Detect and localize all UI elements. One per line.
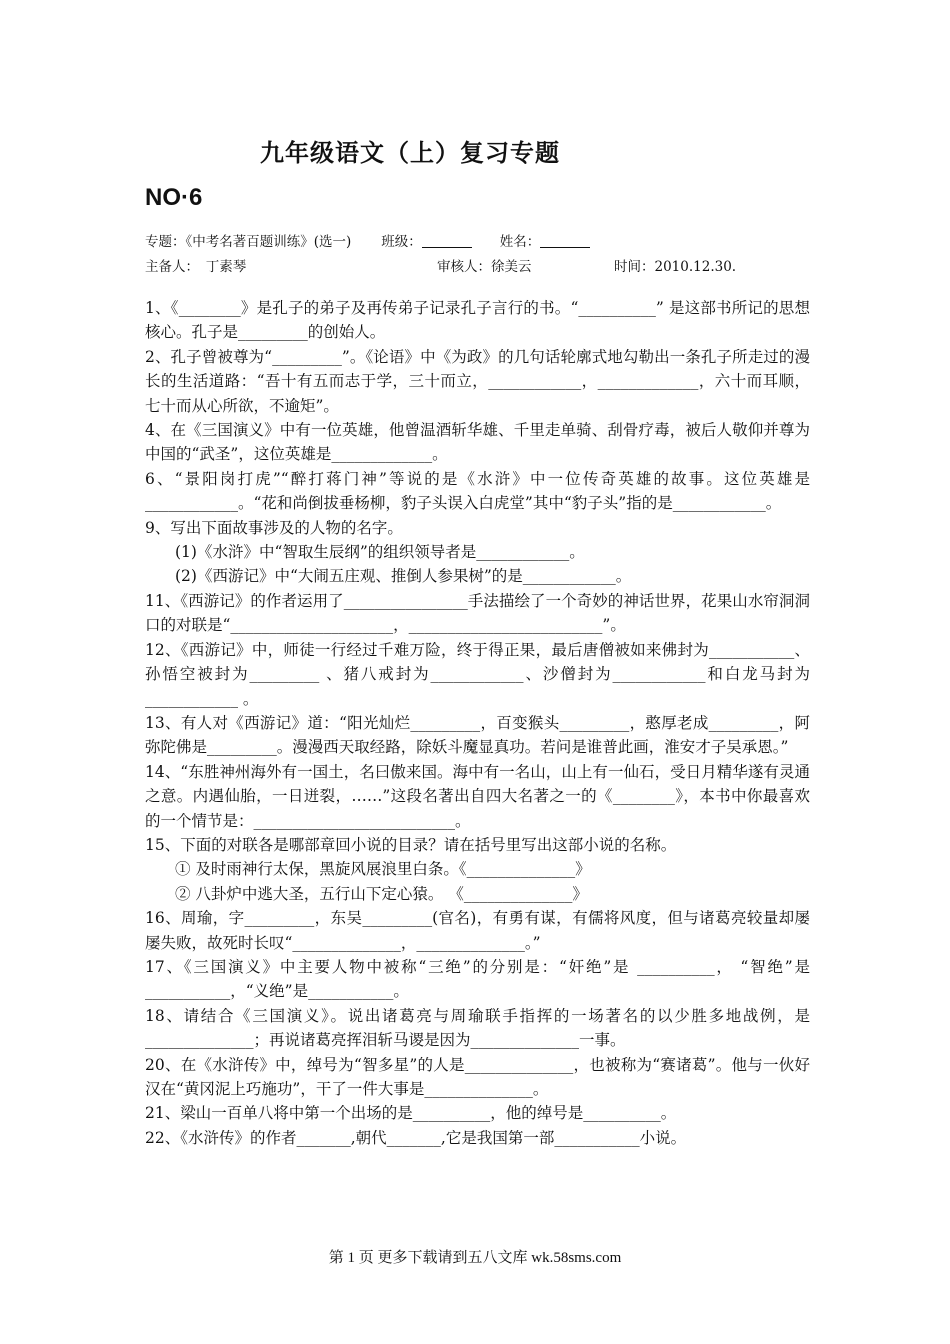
- question-9: 9、写出下面故事涉及的人物的名字。: [145, 518, 403, 537]
- question-9-sub-2: (2)《西游记》中“大闹五庄观、推倒人参果树”的是____________。: [175, 567, 632, 586]
- question-15-sub-1: ① 及时雨神行太保，黑旋风展浪里白条。《______________》: [175, 860, 591, 879]
- class-label: 班级：: [381, 234, 422, 250]
- question-21: 21、梁山一百单八将中第一个出场的是__________，他的绰号是__________。: [145, 1104, 677, 1123]
- question-2: 2、孔子曾被尊为“_________”。《论语》中《为政》的几句话轮廓式地勾勒出一条孔子所走过的漫长的生活道路：“吾十有五而志于学，三十而立，____________，_____________，六十而耳顺，七十而从心所欲，不逾矩”。: [145, 347, 810, 415]
- meta-row-topic: [145, 230, 590, 250]
- question-16: 16、周瑜，字_________，东吴_________(官名)，有勇有谋，有儒将风度，但与诸葛亮较量却屡屡失败，故死时长叹“______________，______________。”: [145, 909, 810, 952]
- document-number: NO·6: [145, 184, 203, 211]
- question-15-sub-2: ② 八卦炉中逃大圣，五行山下定心猿。 《______________》: [175, 884, 588, 903]
- question-9-sub-1: (1)《水浒》中“智取生辰纲”的组织领导者是____________。: [175, 543, 585, 562]
- question-13: 13、有人对《西游记》道：“阳光灿烂_________，百变猴头_________，憨厚老成_________，阿弥陀佛是_________。漫漫西天取经路，除妖斗魔显真功。若问是谁普此画，淮安才子吴承恩。”: [145, 713, 810, 757]
- topic-label: 专题：《中考名著百题训练》(选一): [145, 234, 352, 250]
- question-1: 1、《________》是孔子的弟子及再传弟子记录孔子言行的书。“__________” 是这部书所记的思想核心。孔子是_________的创始人。: [145, 299, 810, 342]
- meta-row-staff: [145, 255, 736, 275]
- question-22: 22、《水浒传》的作者_______,朝代_______,它是我国第一部___________小说。: [145, 1128, 687, 1147]
- page-footer: 第 1 页 更多下载请到五八文库 wk.58sms.com: [328, 1250, 622, 1266]
- class-blank[interactable]: [422, 233, 472, 248]
- question-18: 18、请结合《三国演义》。说出诸葛亮与周瑜联手指挥的一场著名的以少胜多地战例，是______________；再说诸葛亮挥泪斩马谡是因为______________一事。: [145, 1006, 810, 1050]
- question-6: 6、“景阳岗打虎”“醉打蒋门神”等说的是《水浒》中一位传奇英雄的故事。这位英雄是____________。“花和尚倒拔垂杨柳，豹子头误入白虎堂”其中“豹子头”指的是____________。: [145, 469, 810, 513]
- question-15: 15、下面的对联各是哪部章回小说的目录？请在括号里写出这部小说的名称。: [145, 835, 677, 854]
- date: 时间：2010.12.30.: [614, 259, 737, 275]
- question-12: 12、《西游记》中，师徒一行经过千难万险，终于得正果，最后唐僧被如来佛封为___________、孙悟空被封为_________ 、猪八戒封为____________、沙僧封为____________和白龙马封为____________ 。: [145, 640, 810, 708]
- question-14: 14、“东胜神州海外有一国土，名曰傲来国。海中有一名山，山上有一仙石，受日月精华遂有灵通之意。内遇仙胎，一日迸裂，……”这段名著出自四大名著之一的《________》，本书中你最喜欢的一个情节是：__________________________。: [145, 762, 810, 830]
- question-17: 17、《三国演义》中主要人物中被称“三绝”的分别是：“奸绝”是 __________， “智绝”是___________，“义绝”是___________。: [145, 957, 810, 1001]
- author: 主备人： 丁素琴: [145, 259, 247, 275]
- reviewer: 审核人：徐美云: [437, 259, 532, 275]
- page-title: 九年级语文（上）复习专题: [260, 139, 560, 167]
- question-20: 20、在《水浒传》中，绰号为“智多星”的人是______________，也被称为“赛诸葛”。他与一伙好汉在“黄冈泥上巧施功”，干了一件大事是______________。: [145, 1055, 810, 1098]
- question-list: [145, 296, 810, 1150]
- question-4: 4、在《三国演义》中有一位英雄，他曾温酒斩华雄、千里走单骑、刮骨疗毒，被后人敬仰并尊为中国的“武圣”，这位英雄是_____________。: [145, 421, 810, 464]
- name-label: 姓名：: [499, 234, 541, 250]
- question-11: 11、《西游记》的作者运用了________________手法描绘了一个奇妙的神话世界，花果山水帘洞洞口的对联是“_____________________，_________________________”。: [145, 591, 810, 635]
- name-blank[interactable]: [540, 233, 590, 248]
